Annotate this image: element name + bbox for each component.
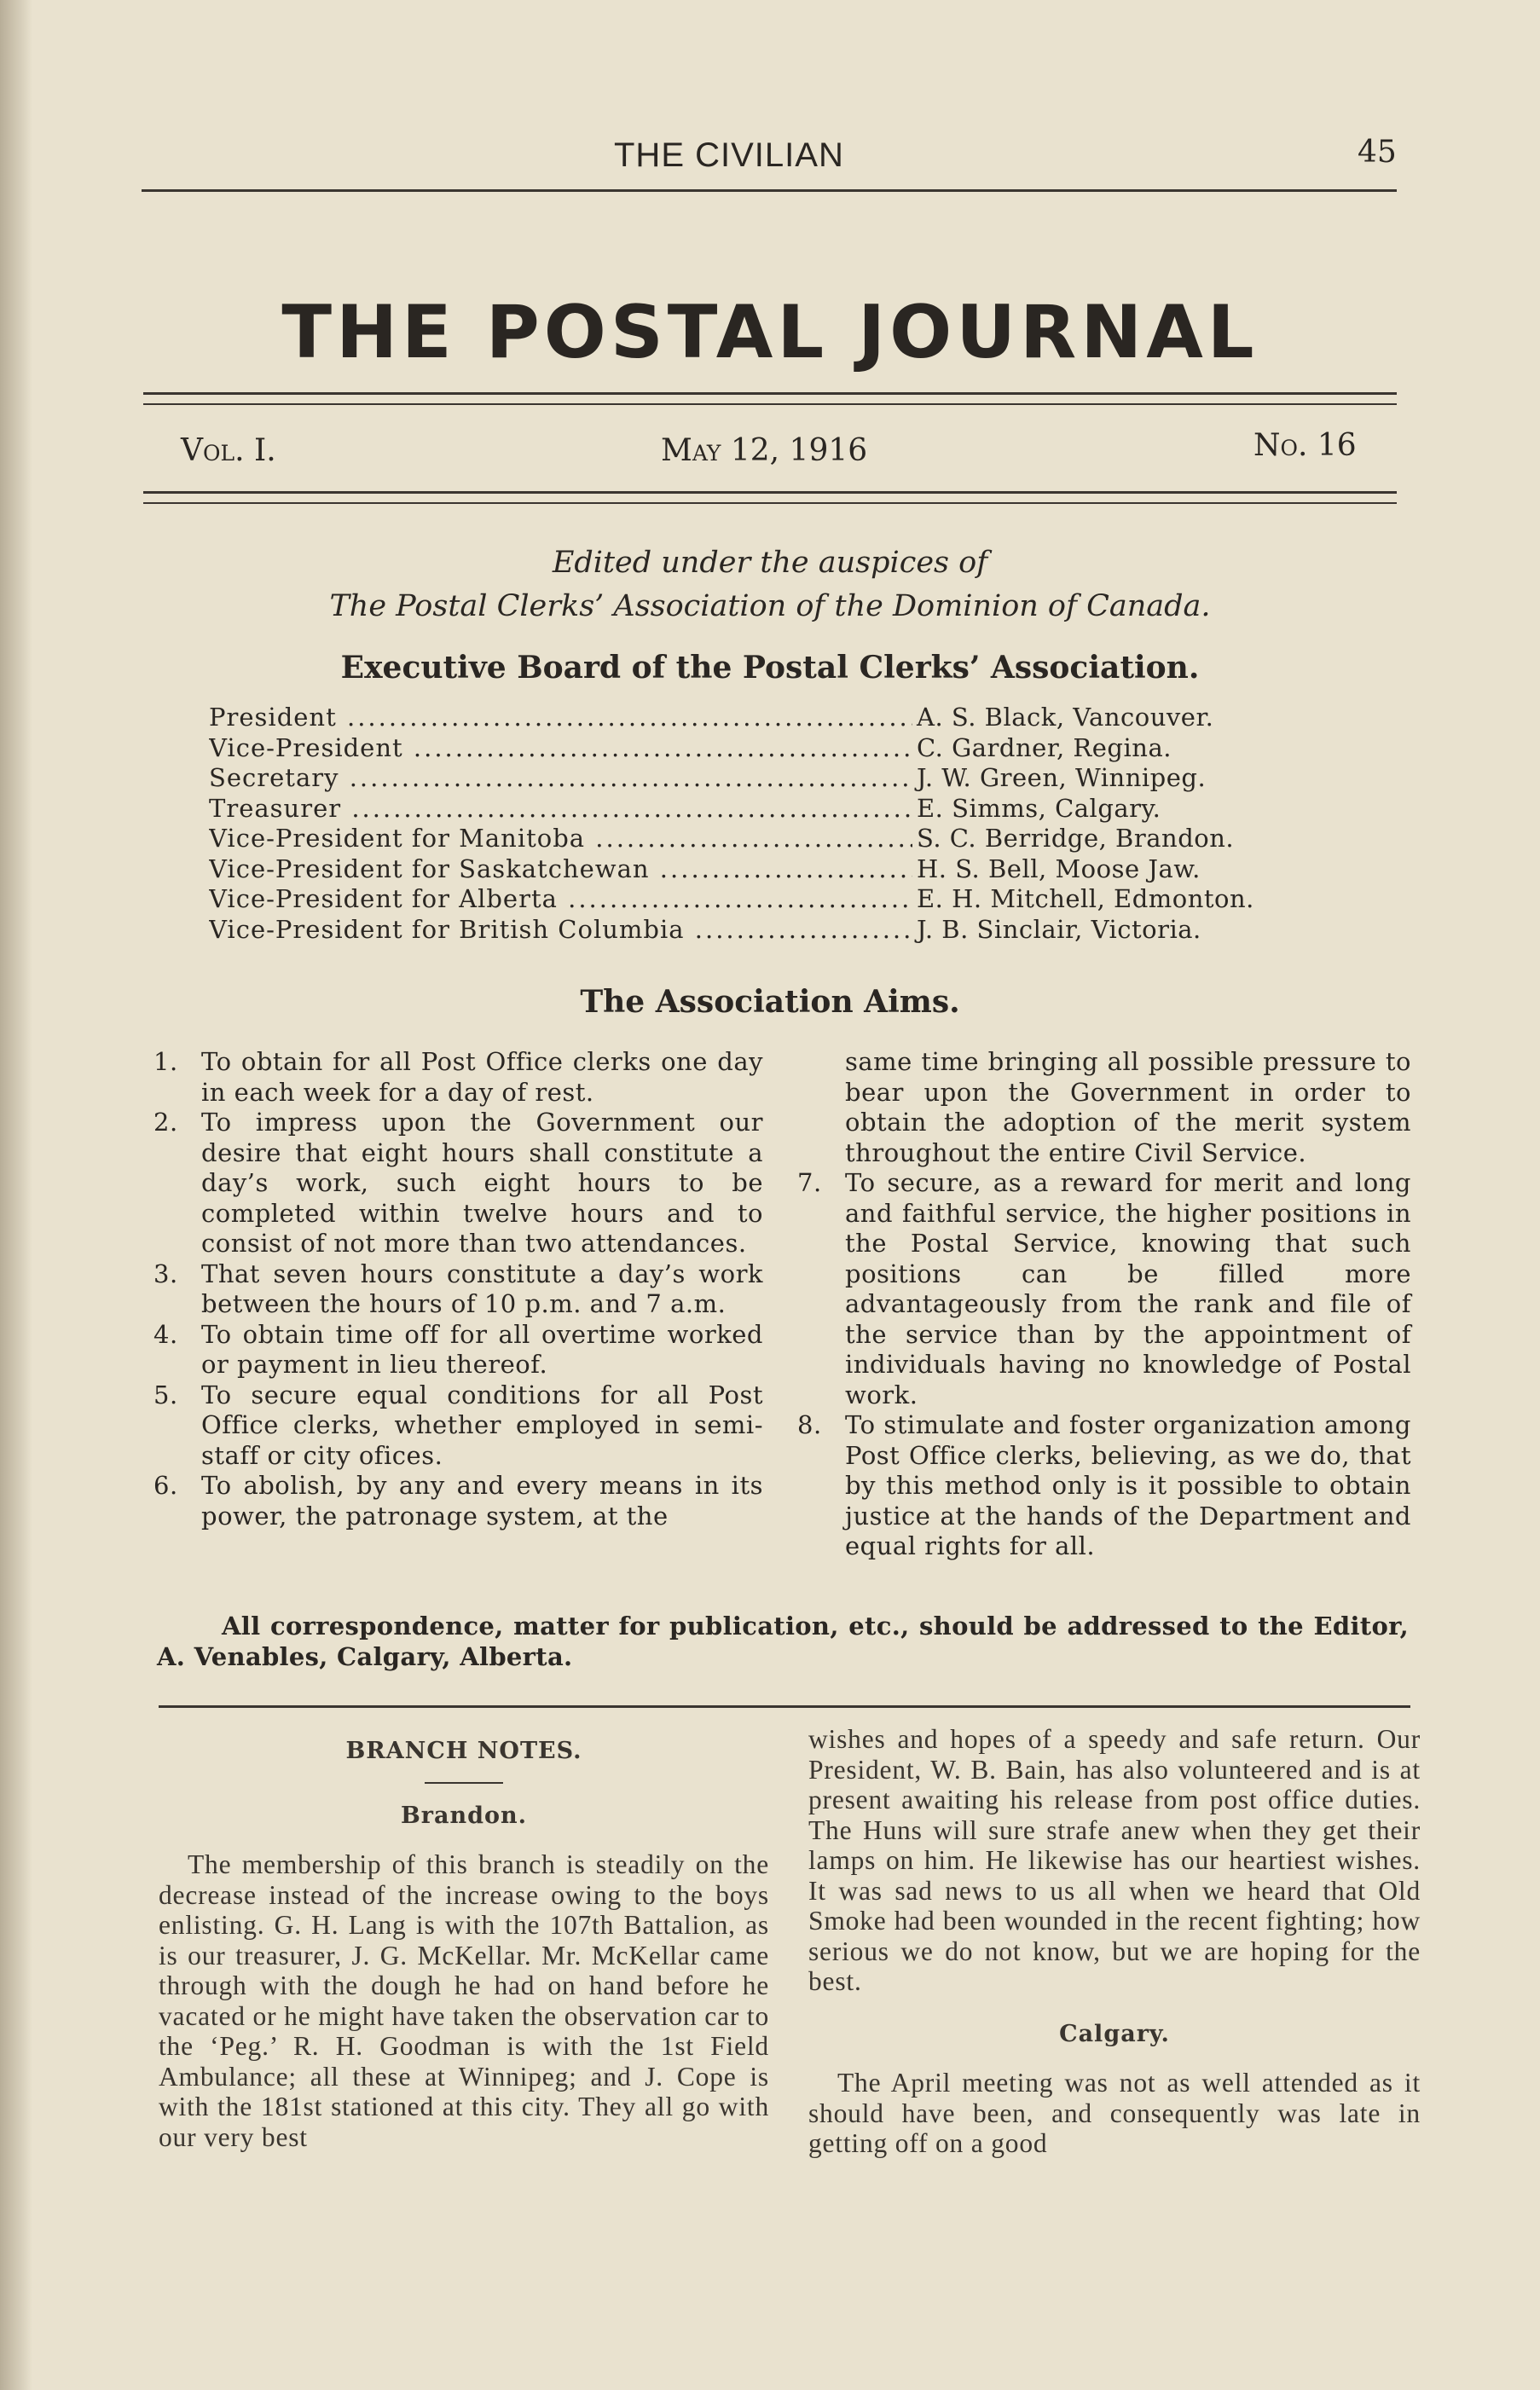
aims-left-column [153,1047,763,1531]
officer-name: E. H. Mitchell, Edmonton. [917,884,1254,913]
aim-text: To secure, as a reward for merit and long and faithful service, the higher positions in the Postal Service, knowing that such positions can be filled more advantageously from the rank and file of the service than by the appointment of individuals having no knowledge of Postal work. [845,1168,1411,1409]
aim-item [797,1168,1411,1410]
calgary-heading: Calgary. [1059,2020,1170,2047]
calgary-paragraph: The April meeting was not as well attended as it should have been, and consequently was late in getting off on a good [808,2068,1421,2158]
aim-number: 4. [153,1319,178,1349]
aim-text: To impress upon the Government our desire that eight hours shall constitute a day’s work, such eight hours to be completed within twelve hours and to consist of not more than two attendances. [201,1108,763,1258]
auspices-line-2: The Postal Clerks’ Association of the Dominion of Canada. [329,589,1211,623]
officer-name: A. S. Black, Vancouver. [917,703,1214,732]
aim-number: 5. [153,1380,178,1409]
issue-double-rule [143,491,1397,504]
aim-6-continuation: same time bringing all possible pressure to bear upon the Government in order to obtain the adoption of the merit system throughout the entire Civil Service. [845,1047,1411,1167]
aim-number: 1. [153,1047,178,1076]
officer-name: E. Simms, Calgary. [917,793,1161,823]
title-short-rule [425,1782,503,1784]
masthead-double-rule [143,392,1397,405]
issue-number: No. 16 [1253,428,1357,463]
aim-text: To secure equal conditions for all Post Office clerks, whether employed in semi-staff or city ofices. [201,1380,763,1470]
aim-text: To obtain time off for all overtime worked or payment in lieu thereof. [201,1319,763,1379]
auspices-line-1: Edited under the auspices of [552,546,988,580]
brandon-heading: Brandon. [400,1802,528,1829]
aim-item [153,1471,763,1531]
executive-board-title: Executive Board of the Postal Clerks’ Association. [340,650,1200,686]
running-title: THE CIVILIAN [614,136,844,174]
branch-notes-title: BRANCH NOTES. [345,1738,582,1764]
header-rule [142,189,1397,192]
masthead-title: THE POSTAL JOURNAL [281,290,1259,375]
aim-text: To stimulate and foster organization among Post Office clerks, believing, as we do, that by this method only is it possible to obtain justice at the hands of the Department and equal rights for all. [845,1410,1411,1560]
officer-row [209,763,1317,794]
officer-name: J. W. Green, Winnipeg. [917,763,1207,792]
officer-role: Vice-President for Manitoba ..... [209,824,912,854]
officer-role: Treasurer ..... [209,794,912,824]
officer-name: C. Gardner, Regina. [917,732,1172,762]
aim-text: To abolish, by any and every means in its power, the patronage system, at the [201,1471,763,1531]
brandon-paragraph-continued: wishes and hopes of a speedy and safe return. Our President, W. B. Bain, has also volunteered and is at present awaiting his release from post office duties. The Huns will sure strafe anew when they get their lamps on him. He likewise has our heartiest wishes. It was sad news to us all when we heard that Old Smoke had been wounded in the recent fighting; how serious we do not know, but we are hoping for the best. [808,1724,1421,1996]
officer-role: Vice-President ..... [209,733,912,763]
aim-number: 8. [797,1410,822,1439]
aim-item [153,1108,763,1259]
officer-name: H. S. Bell, Moose Jaw. [917,854,1201,883]
aim-item [153,1259,763,1320]
officer-role: Vice-President for Saskatchewan ..... [209,854,912,884]
officer-role: Vice-President for Alberta ..... [209,884,912,914]
aims-title: The Association Aims. [580,984,960,1020]
page-number: 45 [1358,135,1397,170]
aim-item [153,1380,763,1472]
officer-row [209,854,1317,885]
officer-role: Vice-President for British Columbia ..... [209,915,912,945]
officer-row [209,915,1317,946]
officer-name: S. C. Berridge, Brandon. [917,824,1235,853]
brandon-paragraph: The membership of this branch is steadily on the decrease instead of the increase owing to the boys enlisting. G. H. Lang is with the 107th Battalion, as is our treasurer, J. G. McKellar. Mr. McKellar came through with the dough he had on hand before he vacated or he might have taken the observation car to the ‘Peg.’ R. H. Goodman is with the 1st Field Ambulance; all these at Winnipeg; and J. Cope is with the 181st stationed at this city. They all go with our very best [159,1849,769,2152]
aim-text: To obtain for all Post Office clerks one day in each week for a day of rest. [201,1047,763,1107]
officer-row [209,884,1317,915]
aim-number: 6. [153,1471,178,1500]
aim-item [153,1320,763,1380]
officer-role: President ..... [209,703,912,732]
branch-notes-left-column [159,1736,769,2152]
officer-row [209,733,1317,764]
officer-name: J. B. Sinclair, Victoria. [917,914,1201,944]
branch-notes-right-column [808,1724,1421,2159]
officer-row [209,824,1317,854]
aim-number: 7. [797,1168,822,1197]
officers-list [209,703,1317,945]
aim-number: 3. [153,1259,178,1288]
section-rule [159,1705,1410,1708]
correspondence-notice: All correspondence, matter for publication, etc., should be addressed to the Editor, A. Venables, Calgary, Alberta. [157,1612,1409,1671]
officer-role: Secretary ..... [209,763,912,793]
aims-right-column [797,1047,1411,1562]
issue-date: May 12, 1916 [661,433,868,468]
aim-item [797,1410,1411,1562]
volume-label: Vol. I. [181,433,276,468]
officer-row [209,703,1317,733]
aim-item [153,1047,763,1108]
officer-row [209,794,1317,825]
aim-text: That seven hours constitute a day’s work between the hours of 10 p.m. and 7 a.m. [201,1259,763,1318]
aim-number: 2. [153,1108,178,1137]
